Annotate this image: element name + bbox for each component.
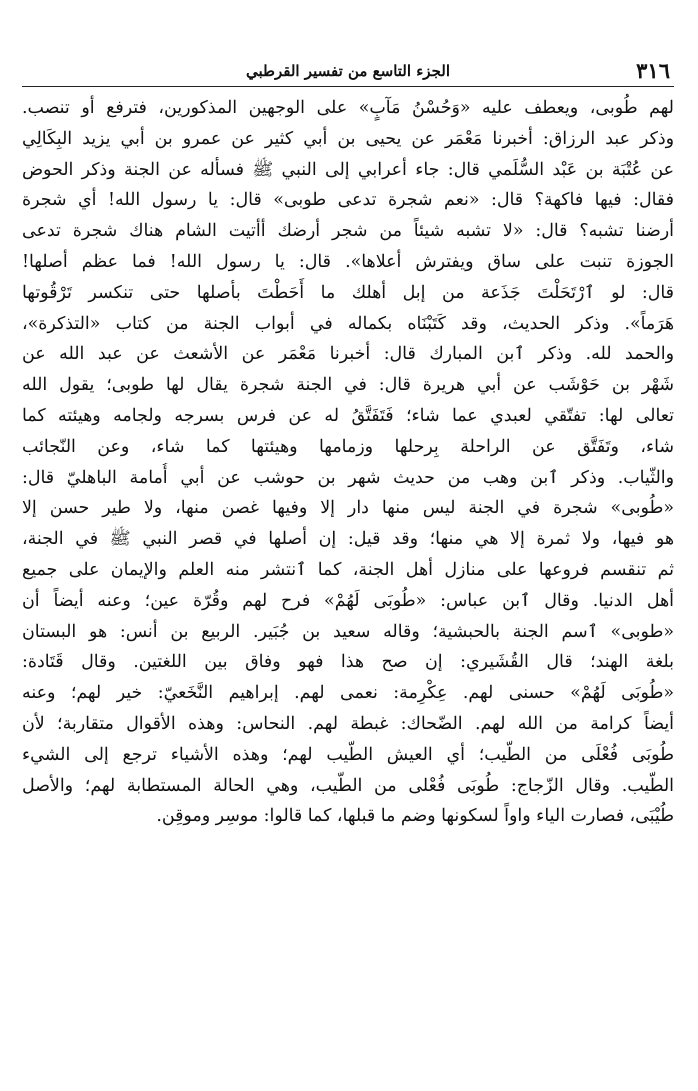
text-line: هَرَماً». وذكر الحديث، وقد كَتَبْنَاه بكماله في أبواب الجنة من كتاب «التذكرة»، <box>22 313 674 334</box>
text-line: أهل الدنيا. وقال ٱبن عباس: «طُوبَى لَهُمْ» فرح لهم وقُرّة عين؛ وعنه أيضاً أن <box>22 590 674 611</box>
text-line: أيضاً كرامة من الله لهم. الضّحاك: غبطة لهم. النحاس: وهذه الأقوال متقاربة؛ لأن <box>22 713 674 734</box>
text-line: تعالى لها: تفتّقي لعبدي عما شاء؛ فَتَفَتَّقُ له عن فرس بسرجه ولجامه وهيئته كما <box>22 405 674 426</box>
page-number: ٣١٦ <box>636 58 670 83</box>
text-line: لهم طُوبى، ويعطف عليه «وَحُسْنُ مَآبٍ» على الوجهين المذكورين، فترفع أو تنصب. <box>22 98 674 118</box>
text-line: بلغة الهند؛ قال القُشَيري: إن صح هذا فهو وفاق بين اللغتين. وقال قَتَادة: <box>22 652 674 673</box>
text-line: وذكر عبد الرزاق: أخبرنا مَعْمَر عن يحيى بن أبي كثير عن عمرو بن أبي يزيد البِكَالِي <box>22 128 674 149</box>
book-page <box>22 58 674 1068</box>
page-header <box>22 58 674 87</box>
text-line: هو فيها، ولا ثمرة إلا هي منها؛ وقد قيل: إن أصلها في قصر النبي ﷺ في الجنة، <box>22 529 674 550</box>
text-line: أرضنا تشبه؟ قال: «لا تشبه شيئاً من شجر أرضك أأتيت الشام هناك شجرة تدعى <box>22 221 674 242</box>
text-line: شَهْر بن حَوْشَب عن أبي هريرة قال: في الجنة شجرة يقال لها طوبى؛ يقول الله <box>22 375 674 396</box>
text-line: قال: لو ٱرْتَحَلْتَ جَذَعة من إبل أهلك ما أَحَطْتَ بأصلها حتى تنكسر تَرْقُوتها <box>22 282 674 303</box>
text-line: «طوبى» ٱسم الجنة بالحبشية؛ وقاله سعيد بن جُبَير. الربيع بن أنس: هو البستان <box>22 621 674 642</box>
text-line: «طُوبَى لَهُمْ» حسنى لهم. عِكْرِمة: نعمى لهم. إبراهيم النَّخَعيّ: خير لهم؛ وعنه <box>22 683 674 704</box>
text-line: ثم تنقسم فروعها على منازل أهل الجنة، كما ٱنتشر منه العلم والإيمان على جميع <box>22 559 674 580</box>
body-text <box>22 93 674 832</box>
text-line: عن عُتْبَة بن عَبْد السُّلَمي قال: جاء أعرابي إلى النبي ﷺ فسأله عن الجنة وذكر الحوض <box>22 159 674 180</box>
running-title: الجزء التاسع من تفسير القرطبي <box>246 62 450 80</box>
text-line: طُيْبَى، فصارت الياء واواً لسكونها وضم ما قبلها، كما قالوا: موسِر وموقِن. <box>156 806 674 827</box>
text-line: والحمد لله. وذكر ٱبن المبارك قال: أخبرنا مَعْمَر عن الأشعث عن عبد الله عن <box>22 344 674 365</box>
text-line: «طُوبى» شجرة في الجنة ليس منها دار إلا وفيها غصن منها، ولا طير حسن إلا <box>22 498 674 519</box>
text-line: شاء، وتَفَتَّق عن الراحلة بِرحلها وزمامها وهيئتها كما شاء، وعن النّجائب <box>22 436 674 457</box>
text-line: والثّياب. وذكر ٱبن وهب من حديث شهر بن حوشب عن أبي أُمامة الباهليّ قال: <box>22 467 674 488</box>
text-line: الطّيب. وقال الزّجاج: طُوبَى فُعْلى من الطّيب، وهي الحالة المستطابة لهم؛ والأصل <box>22 775 674 796</box>
text-line: طُوبَى فُعْلَى من الطّيب؛ أي العيش الطّيب لهم؛ وهذه الأشياء ترجع إلى الشيء <box>22 744 674 765</box>
text-line: فقال: فيها فاكهة؟ قال: «نعم شجرة تدعى طوبى» قال: يا رسول الله! أي شجرة <box>22 190 674 211</box>
text-line: الجوزة تنبت على ساق ويفترش أعلاها». قال: يا رسول الله! فما عظم أصلها! <box>22 251 674 272</box>
